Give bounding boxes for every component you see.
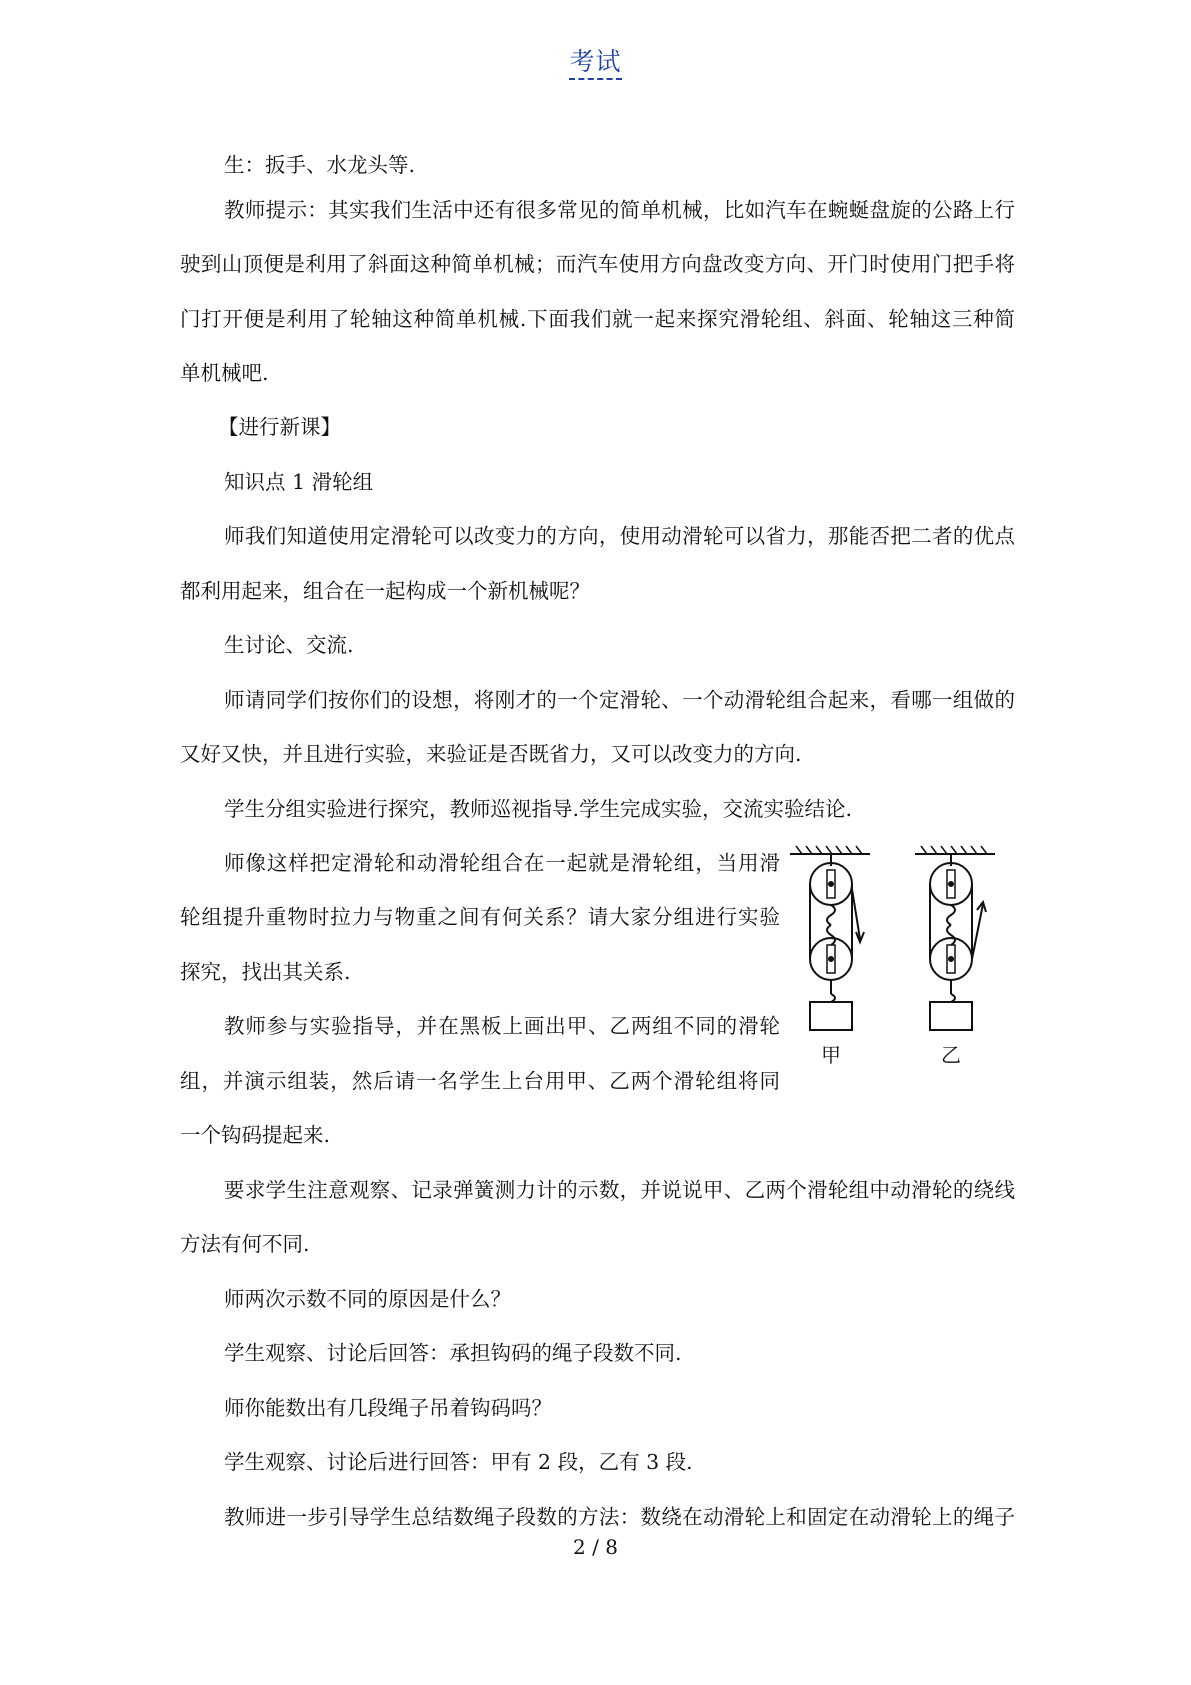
paragraph: 要求学生注意观察、记录弹簧测力计的示数，并说说甲、乙两个滑轮组中动滑轮的绕线 — [224, 1178, 1015, 1202]
paragraph: 又好又快，并且进行实验，来验证是否既省力，又可以改变力的方向. — [180, 742, 802, 766]
figure-label-yi: 乙 — [941, 1043, 961, 1067]
pulley-systems-figure — [790, 844, 1040, 1094]
paragraph: 单机械吧. — [180, 361, 269, 385]
paragraph: 都利用起来，组合在一起构成一个新机械呢？ — [180, 579, 590, 603]
page-header — [0, 42, 1191, 78]
page-number: 2 / 8 — [573, 1535, 618, 1559]
paragraph: 驶到山顶便是利用了斜面这种简单机械；而汽车使用方向盘改变方向、开门时使用门把手将 — [180, 252, 1015, 276]
paragraph: 轮组提升重物时拉力与物重之间有何关系？请大家分组进行实验 — [180, 905, 780, 929]
paragraph: 门打开便是利用了轮轴这种简单机械.下面我们就一起来探究滑轮组、斜面、轮轴这三种简 — [180, 307, 1015, 331]
pulley-system-jia — [790, 846, 870, 1030]
paragraph: 教师参与实验指导，并在黑板上画出甲、乙两组不同的滑轮 — [224, 1014, 780, 1038]
section-heading: 【进行新课】 — [218, 415, 341, 439]
paragraph: 教师提示：其实我们生活中还有很多常见的简单机械，比如汽车在蜿蜒盘旋的公路上行 — [224, 198, 1015, 222]
paragraph: 方法有何不同. — [180, 1232, 310, 1256]
header-title: 考试 — [569, 47, 621, 80]
paragraph: 组，并演示组装，然后请一名学生上台用甲、乙两个滑轮组将同 — [180, 1069, 780, 1093]
paragraph: 生：扳手、水龙头等. — [224, 153, 416, 177]
paragraph: 教师进一步引导学生总结数绳子段数的方法：数绕在动滑轮上和固定在动滑轮上的绳子 — [224, 1505, 1015, 1529]
paragraph: 一个钩码提起来. — [180, 1123, 331, 1147]
paragraph: 师你能数出有几段绳子吊着钩码吗？ — [224, 1396, 552, 1420]
paragraph: 师像这样把定滑轮和动滑轮组合在一起就是滑轮组，当用滑 — [224, 851, 780, 875]
knowledge-point-title: 知识点 1 滑轮组 — [224, 470, 374, 494]
paragraph: 探究，找出其关系. — [180, 960, 351, 984]
pulley-system-yi — [915, 846, 995, 1030]
figure-label-jia: 甲 — [821, 1043, 841, 1067]
paragraph: 师我们知道使用定滑轮可以改变力的方向，使用动滑轮可以省力，那能否把二者的优点 — [224, 524, 1015, 548]
paragraph: 学生分组实验进行探究，教师巡视指导.学生完成实验，交流实验结论. — [224, 797, 853, 821]
paragraph: 学生观察、讨论后回答：承担钩码的绳子段数不同. — [224, 1341, 682, 1365]
paragraph: 学生观察、讨论后进行回答：甲有 2 段，乙有 3 段. — [224, 1450, 693, 1474]
paragraph: 师请同学们按你们的设想，将刚才的一个定滑轮、一个动滑轮组合起来，看哪一组做的 — [224, 688, 1015, 712]
paragraph: 生讨论、交流. — [224, 633, 354, 657]
paragraph: 师两次示数不同的原因是什么？ — [224, 1287, 511, 1311]
